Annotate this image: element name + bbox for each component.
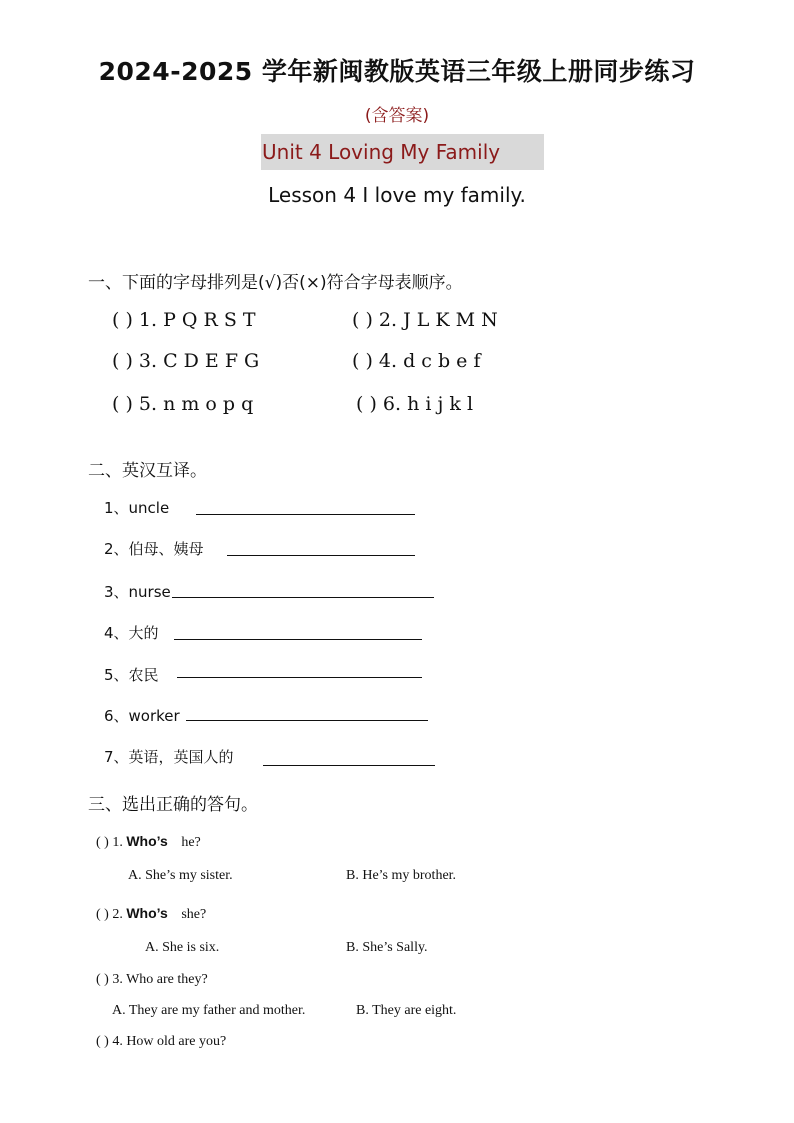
q2-option-a: A. She is six.	[145, 940, 220, 955]
answer-line-7[interactable]	[263, 765, 435, 766]
answer-line-3[interactable]	[172, 597, 434, 598]
q3-option-a: A. They are my father and mother.	[112, 1003, 306, 1018]
q2-option-b: B. She’s Sally.	[346, 940, 428, 955]
part2-item-4: 4、大的	[104, 624, 159, 642]
q3-option-b: B. They are eight.	[356, 1003, 457, 1018]
part1-item-3: ( ) 3. C D E F G	[112, 350, 260, 372]
q2-who: Who’s	[126, 905, 168, 921]
answer-line-6[interactable]	[186, 720, 428, 721]
part1-heading: 一、下面的字母排列是(√)否(×)符合字母表顺序。	[88, 273, 463, 293]
part2-item-7: 7、英语，英国人的	[104, 748, 234, 766]
q1-option-a: A. She’s my sister.	[128, 868, 233, 883]
part3-q1	[96, 833, 201, 851]
part2-heading: 二、英汉互译。	[88, 461, 207, 481]
answer-line-1[interactable]	[196, 514, 415, 515]
part3-q3: ( ) 3. Who are they?	[96, 972, 208, 987]
part2-item-5: 5、农民	[104, 666, 159, 684]
part2-item-1: 1、uncle	[104, 499, 170, 517]
q1-option-b: B. He’s my brother.	[346, 868, 457, 883]
part1-item-5: ( ) 5. n m o p q	[112, 393, 254, 415]
part2-item-2: 2、伯母、姨母	[104, 540, 204, 558]
q1-number: ( ) 1.	[96, 835, 123, 850]
part3-q4: ( ) 4. How old are you?	[96, 1034, 227, 1049]
part2-item-6: 6、worker	[104, 707, 180, 725]
answer-line-2[interactable]	[227, 555, 415, 556]
part1-item-4: ( ) 4. d c b e f	[352, 350, 481, 372]
q2-number: ( ) 2.	[96, 907, 123, 922]
lesson-title: Lesson 4 I love my family.	[268, 183, 526, 207]
unit-banner: Unit 4 Loving My Family	[261, 134, 544, 170]
part1-item-2: ( ) 2. J L K M N	[352, 309, 498, 331]
answer-line-5[interactable]	[177, 677, 422, 678]
part1-item-6: ( ) 6. h i j k l	[356, 393, 474, 415]
part3-heading: 三、选出正确的答句。	[88, 795, 258, 815]
answer-note: (含答案)	[364, 106, 430, 126]
q1-who: Who’s	[126, 833, 168, 849]
worksheet-title: 2024-2025 学年新闽教版英语三年级上册同步练习	[98, 57, 696, 86]
part3-q2	[96, 905, 206, 923]
q1-rest: he?	[181, 835, 201, 850]
part2-item-3: 3、nurse	[104, 583, 171, 601]
answer-line-4[interactable]	[174, 639, 422, 640]
q2-rest: she?	[181, 907, 207, 922]
part1-item-1: ( ) 1. P Q R S T	[112, 309, 256, 331]
